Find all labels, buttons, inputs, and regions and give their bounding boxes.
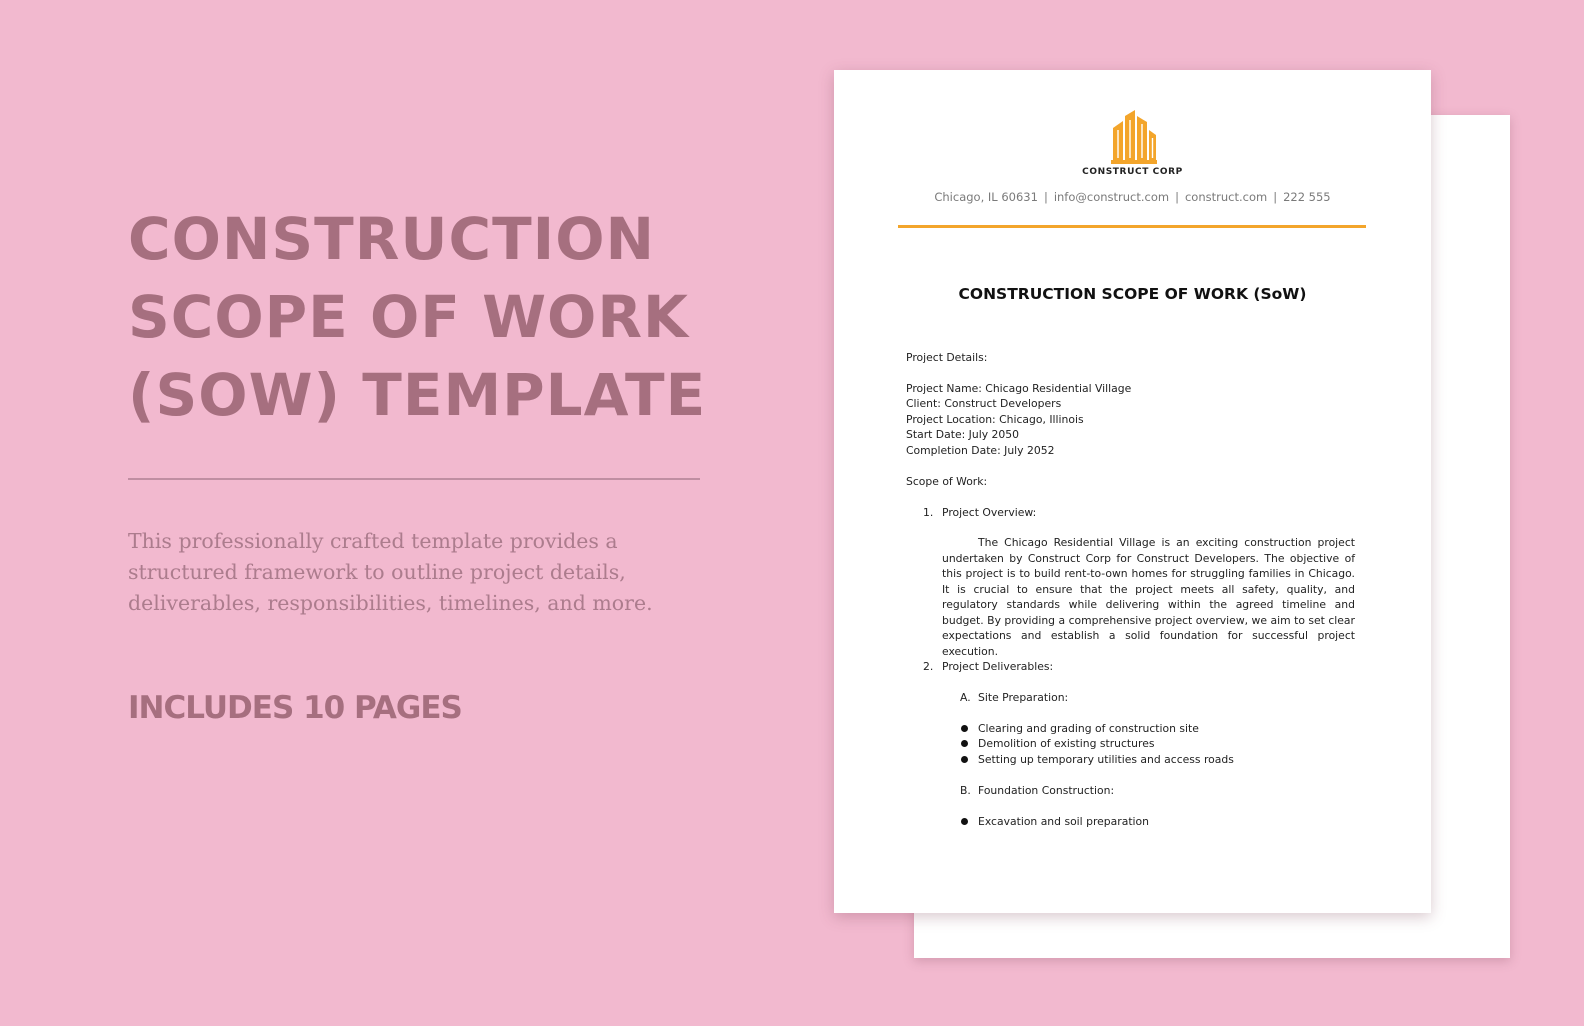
promo-description: This professionally crafted template provides a structured framework to outline project details, deliverables, responsibilities, timelines, and more.: [128, 529, 653, 615]
contact-website: construct.com: [1184, 190, 1268, 204]
project-overview-paragraph: The Chicago Residential Village is an exciting construction project undertaken by Construct Corp for Construct Developers. The objective of this project is to build rent-to-own homes for struggling families in Chicago. It is crucial to ensure that the project meets all safety, quality, and regulatory standards while delivering within the agreed timeline and budget. By providing a comprehensive project overview, we aim to set clear expectations and establish a solid foundation for successful project execution.: [942, 536, 1355, 658]
promo-title: [128, 200, 718, 434]
contact-separator: |: [1175, 190, 1179, 204]
section-heading: Project Deliverables:: [942, 660, 1054, 673]
bullet-icon: [961, 756, 968, 763]
contact-email: info@construct.com: [1053, 190, 1170, 204]
contact-separator: |: [1043, 190, 1048, 204]
promo-panel: [128, 200, 718, 726]
section-heading: Project Overview:: [942, 506, 1037, 519]
project-detail-line: Client: Construct Developers: [906, 397, 1062, 410]
header-rule: [898, 225, 1366, 228]
contact-address: Chicago, IL 60631: [934, 190, 1038, 204]
subsection-letter: B.: [960, 784, 971, 797]
bullet-icon: [961, 725, 968, 732]
subsection-heading: Site Preparation:: [978, 691, 1069, 704]
project-detail-line: Project Name: Chicago Residential Village: [906, 382, 1132, 395]
brand-name: CONSTRUCT CORP: [1082, 167, 1183, 177]
bullet-icon: [961, 740, 968, 747]
building-logo-icon: [1109, 108, 1159, 166]
deliverable-item: Setting up temporary utilities and access roads: [978, 753, 1234, 766]
promo-page-count: INCLUDES 10 PAGES: [128, 690, 462, 726]
promo-divider: [128, 478, 700, 480]
project-detail-line: Start Date: July 2050: [906, 428, 1020, 441]
deliverable-item: Demolition of existing structures: [978, 737, 1155, 750]
contact-phone: 222 555: [1283, 190, 1331, 204]
promo-title-line: (SOW) TEMPLATE: [128, 361, 707, 429]
document-title: CONSTRUCTION SCOPE OF WORK (SoW): [958, 285, 1307, 303]
promo-title-line: SCOPE OF WORK: [128, 283, 689, 351]
bullet-icon: [961, 818, 968, 825]
subsection-heading: Foundation Construction:: [978, 784, 1115, 797]
contact-line: [834, 190, 1431, 204]
project-detail-line: Completion Date: July 2052: [906, 444, 1055, 457]
deliverable-item: Excavation and soil preparation: [978, 815, 1150, 828]
project-details-heading: Project Details:: [906, 351, 988, 364]
section-number: 1.: [923, 506, 934, 519]
project-detail-line: Project Location: Chicago, Illinois: [906, 413, 1084, 426]
scope-heading: Scope of Work:: [906, 475, 988, 488]
promo-title-line: CONSTRUCTION: [128, 205, 656, 273]
section-number: 2.: [923, 660, 934, 673]
deliverable-item: Clearing and grading of construction site: [978, 722, 1199, 735]
subsection-letter: A.: [960, 691, 971, 704]
contact-separator: |: [1273, 190, 1278, 204]
document-front-page: [834, 70, 1431, 913]
